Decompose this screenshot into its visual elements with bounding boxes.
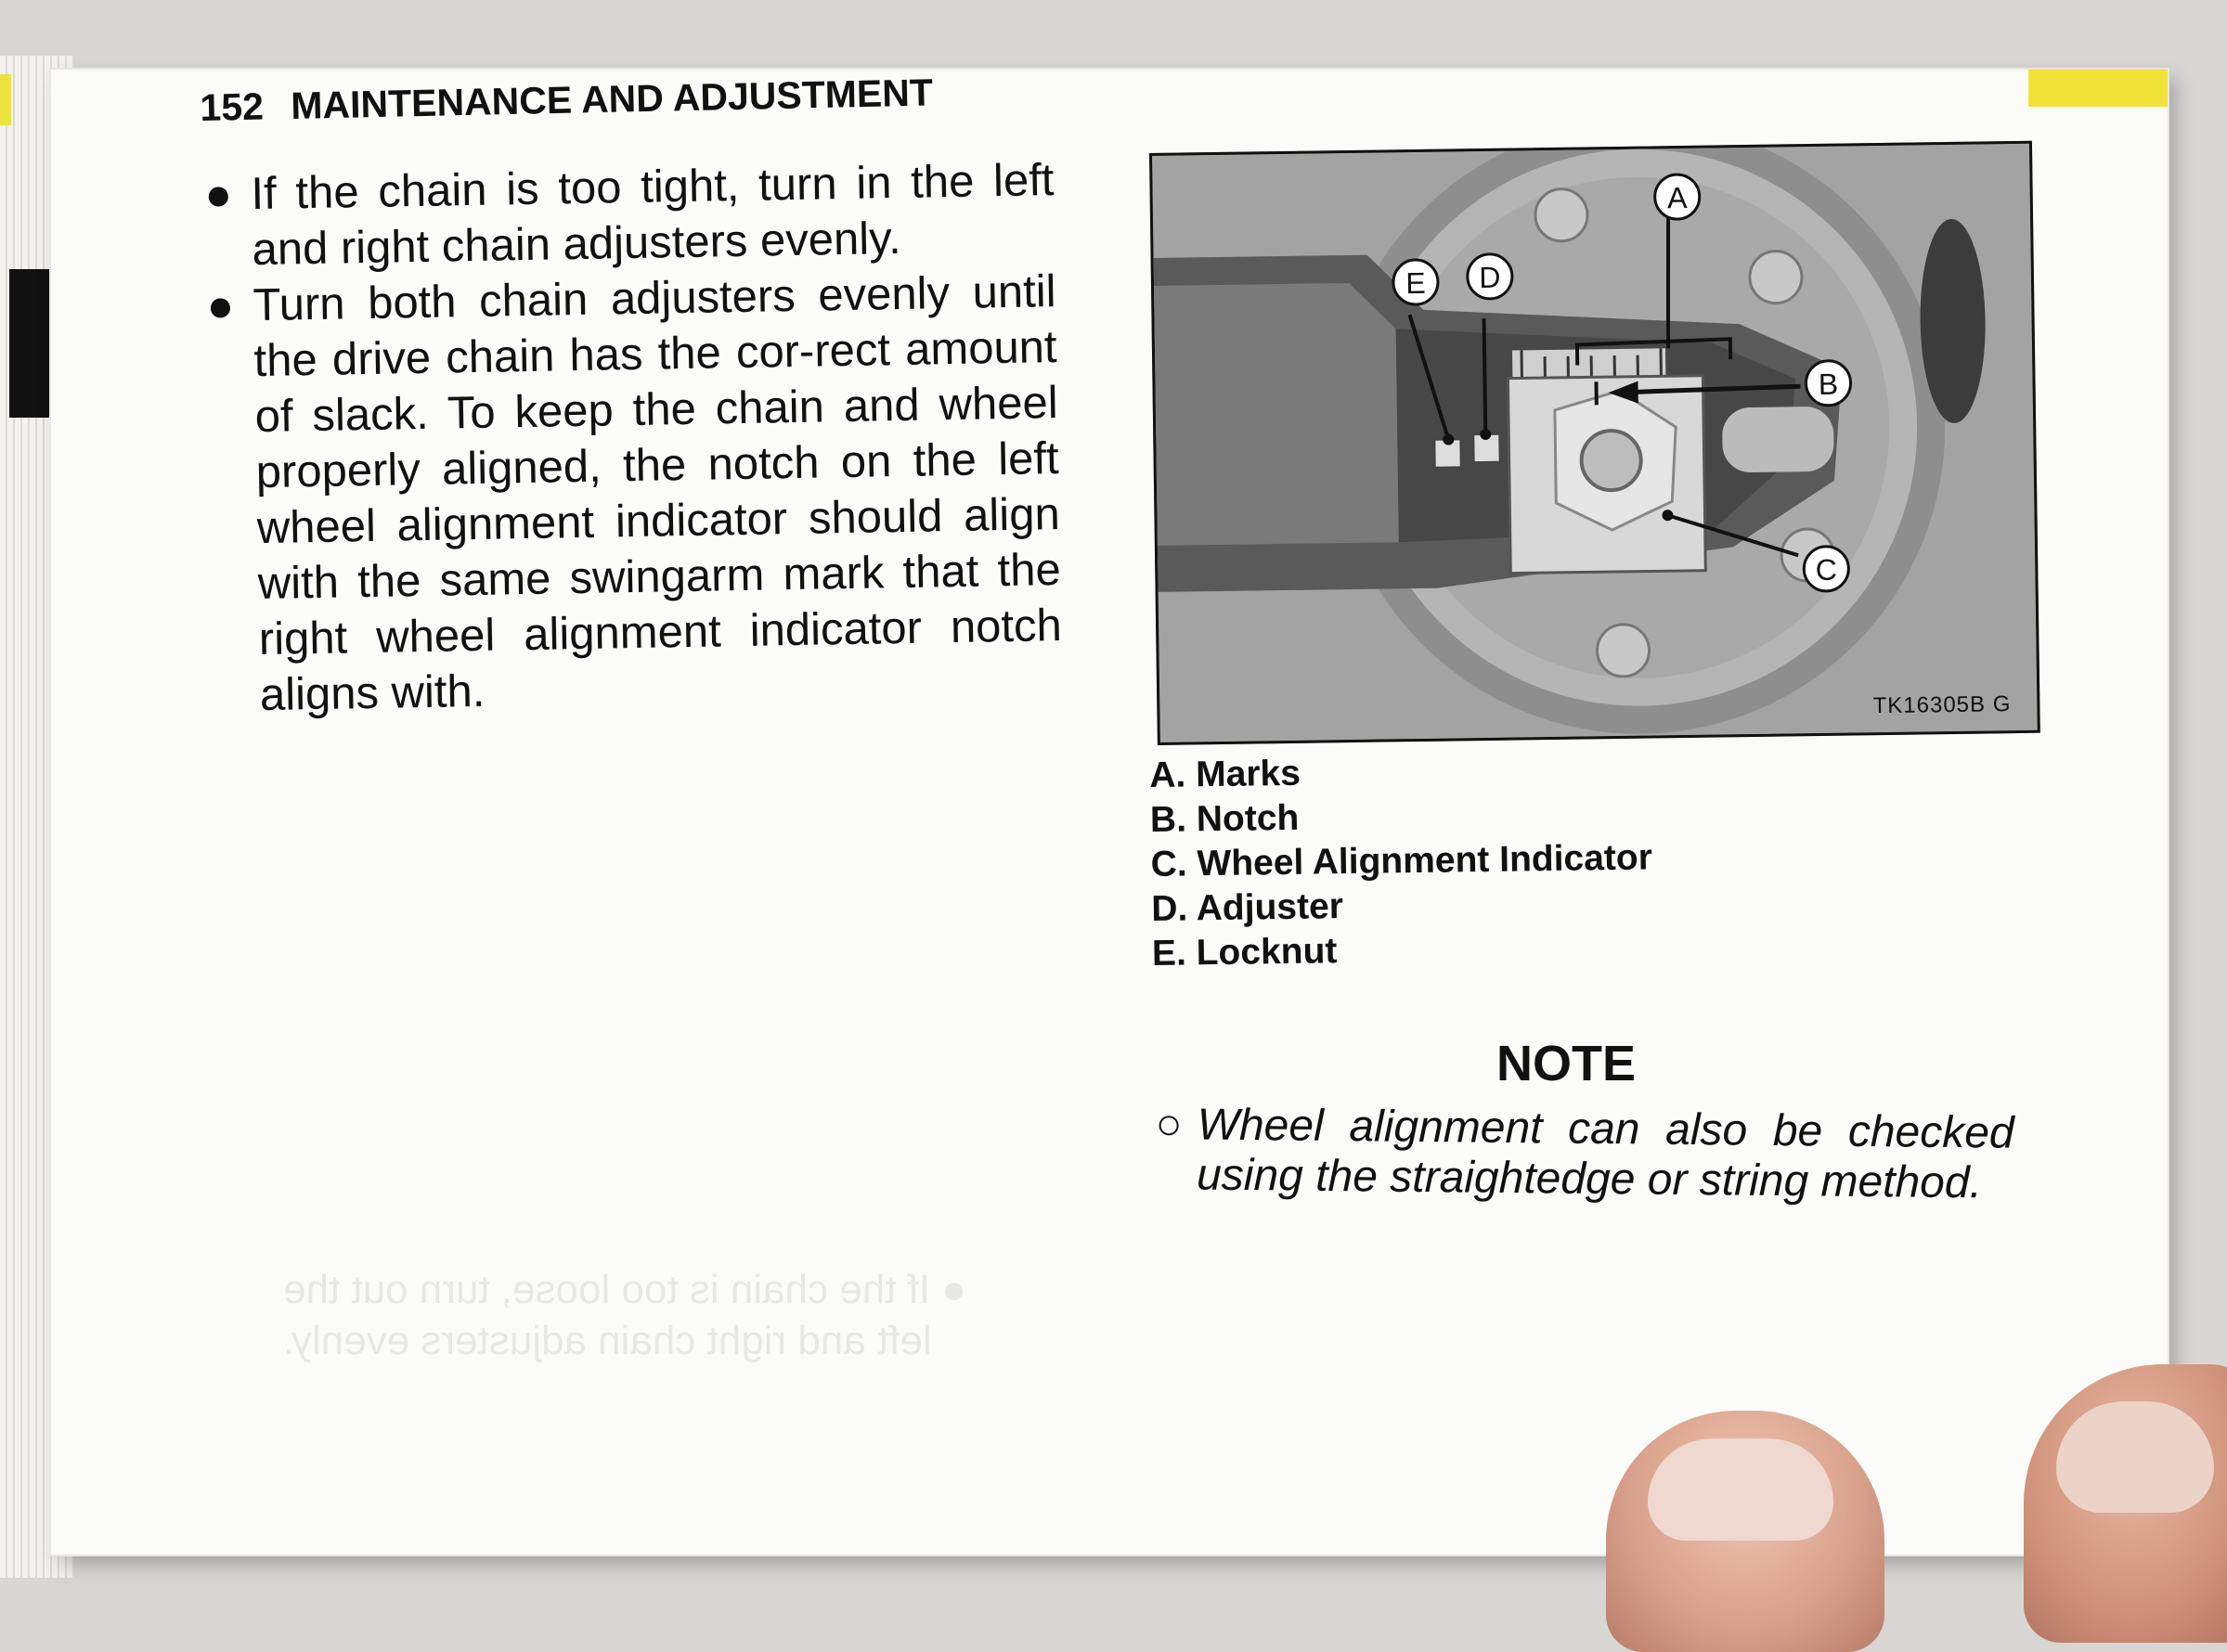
note-title: NOTE <box>1496 1035 1636 1092</box>
sticky-note-edge <box>0 74 11 125</box>
instruction-item <box>206 264 1063 724</box>
caption-item: C. Wheel Alignment Indicator <box>1150 835 1652 887</box>
caption-item: E. Locknut <box>1152 924 1654 976</box>
note-text: Wheel alignment can also be checked using the straightedge or string method. <box>1155 1100 2014 1209</box>
section-title: MAINTENANCE AND ADJUSTMENT <box>291 71 933 126</box>
instruction-text: If the chain is too tight, turn in the left and right chain adjusters evenly. <box>251 152 1055 277</box>
bleed-through-text: ● If the chain is too loose, turn out the <box>283 1267 966 1313</box>
figure-illustration <box>1152 144 2038 742</box>
chain-adjuster-figure <box>1149 141 2040 745</box>
thumb <box>1606 1411 1884 1652</box>
circle-bullet-icon: ○ <box>1155 1100 1183 1150</box>
figure-code: TK16305B G <box>1872 691 2011 719</box>
bullet-icon: ● <box>204 166 233 223</box>
caption-item: A. Marks <box>1149 746 1651 798</box>
svg-text:A: A <box>1667 181 1689 214</box>
svg-text:D: D <box>1479 261 1501 294</box>
caption-item: D. Adjuster <box>1151 880 1653 932</box>
instruction-item <box>204 152 1055 278</box>
bleed-through-text: left and right chain adjusters evenly. <box>283 1318 932 1364</box>
callout-d <box>1468 254 1513 300</box>
callout-b <box>1806 360 1851 406</box>
page-number: 152 <box>200 85 264 129</box>
callout-c <box>1804 547 1849 592</box>
callout-a <box>1654 174 1700 220</box>
sticky-note-corner <box>2028 70 2168 107</box>
note-body <box>1155 1100 2014 1209</box>
svg-text:E: E <box>1405 266 1426 300</box>
bullet-icon: ● <box>206 277 235 334</box>
figure-captions <box>1149 746 1654 976</box>
instruction-text: Turn both chain adjusters evenly until the drive chain has the cor-rect amount of slack. To keep the chain and wheel properly aligned, the notch on the left wheel alignment indicator should align with the same swingarm mark that the right wheel alignment indicator notch aligns with. <box>252 264 1063 723</box>
callout-e <box>1393 260 1439 305</box>
svg-text:C: C <box>1816 553 1838 587</box>
svg-text:B: B <box>1819 368 1839 401</box>
caption-item: B. Notch <box>1150 791 1652 843</box>
instruction-list <box>204 152 1063 724</box>
